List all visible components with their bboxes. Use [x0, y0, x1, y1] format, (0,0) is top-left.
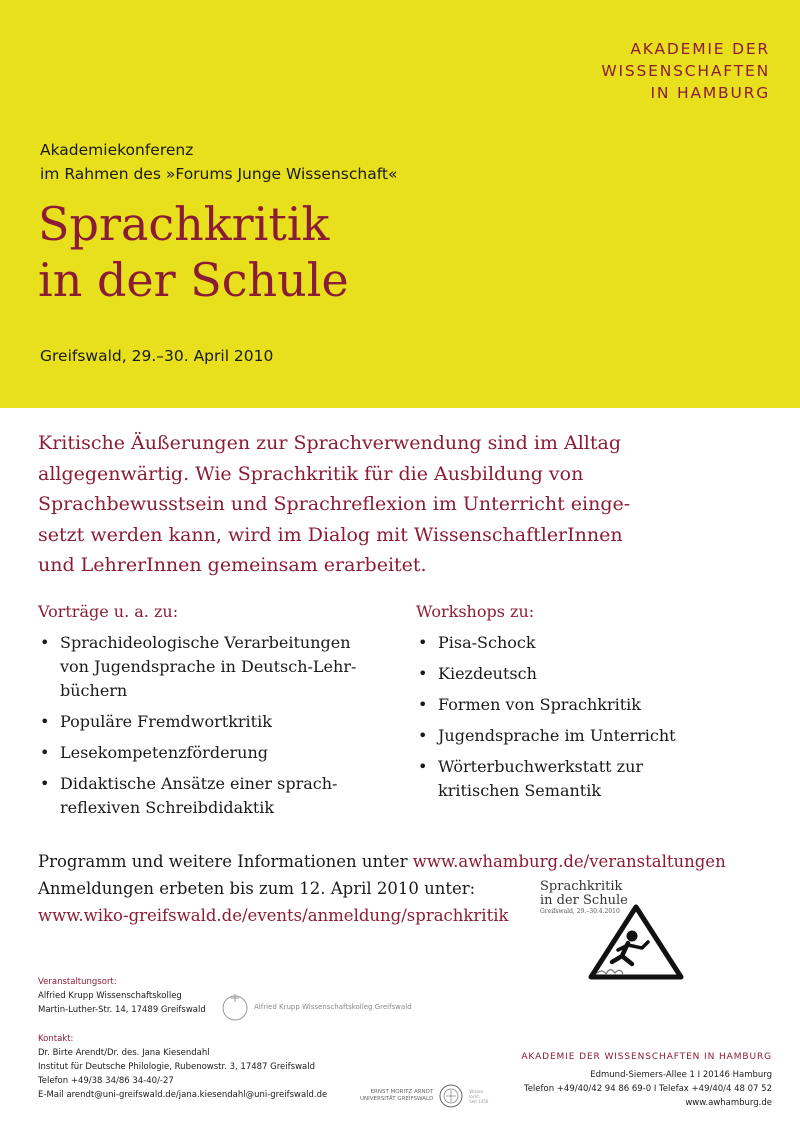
venue-line: Alfried Krupp Wissenschaftskolleg [38, 991, 182, 1001]
list-item-line: von Jugendsprache in Deutsch-Lehr- [60, 657, 357, 676]
krupp-emblem-icon [222, 992, 248, 1022]
footer-address: Edmund-Siemers-Allee 1 I 20146 Hamburg [590, 1070, 772, 1080]
intro-line: Sprachbewusstsein und Sprachreflexion im Unterricht einge- [38, 493, 631, 515]
program-link[interactable]: www.awhamburg.de/veranstaltungen [412, 852, 726, 871]
workshops-section [416, 600, 756, 810]
registration-text: Anmeldungen erbeten bis zum 12. April 2010 unter: [38, 879, 476, 898]
list-item [38, 772, 378, 820]
list-item-line: büchern [60, 681, 128, 700]
list-item-line: kritischen Semantik [438, 781, 602, 800]
intro-line: Kritische Äußerungen zur Sprachverwendung sind im Alltag [38, 432, 621, 454]
university-name-line: UNIVERSITÄT GREIFSWALD [360, 1096, 434, 1102]
list-item-line: • Pisa-Schock [438, 633, 536, 652]
list-item-line: • Sprachideologische Verarbeitungen [60, 633, 351, 652]
list-item-line: • Didaktische Ansätze einer sprach- [60, 774, 338, 793]
workshops-heading: Workshops zu: [416, 602, 535, 621]
list-item [416, 631, 756, 655]
footer-academy-name: AKADEMIE DER WISSENSCHAFTEN IN HAMBURG [521, 1052, 772, 1062]
event-logo-title-line: in der Schule [540, 893, 628, 908]
contact-label: Kontakt: [38, 1034, 74, 1044]
contact-email[interactable]: E-Mail arendt@uni-greifswald.de/jana.kiesendahl@uni-greifswald.de [38, 1090, 328, 1100]
list-item [38, 741, 378, 765]
list-item-line: • Populäre Fremdwortkritik [60, 712, 272, 731]
header-banner [0, 0, 800, 408]
academy-name-line: AKADEMIE DER [630, 40, 770, 58]
footer-phone-fax: Telefon +49/40/42 94 86 69-0 I Telefax +49/40/4 48 07 52 [523, 1084, 772, 1094]
list-item-line: • Formen von Sprachkritik [438, 695, 641, 714]
list-item-line: • Kiezdeutsch [438, 664, 537, 683]
academy-name-line: WISSENSCHAFTEN [601, 62, 770, 80]
list-item [416, 662, 756, 686]
list-item-line: • Lesekompetenzförderung [60, 743, 269, 762]
intro-line: allgegenwärtig. Wie Sprachkritik für die Ausbildung von [38, 462, 584, 485]
talks-section [38, 600, 378, 827]
workshops-list [416, 631, 756, 803]
academy-name-line: IN HAMBURG [650, 84, 770, 102]
intro-paragraph [38, 428, 778, 581]
list-item [416, 724, 756, 748]
footer-academy [521, 1050, 772, 1110]
venue-label: Veranstaltungsort: [38, 977, 117, 987]
list-item [38, 631, 378, 703]
list-item [416, 755, 756, 803]
university-tagline-line: lockt. [469, 1093, 481, 1099]
university-tagline-line: Seit 1456 [469, 1098, 489, 1104]
contact-line: Dr. Birte Arendt/Dr. des. Jana Kiesendahl [38, 1048, 210, 1058]
list-item-line: • Wörterbuchwerkstatt zur [438, 757, 644, 776]
intro-line: und LehrerInnen gemeinsam erarbeitet. [38, 554, 427, 576]
program-line [38, 848, 726, 875]
list-item [416, 693, 756, 717]
list-item-line: reflexiven Schreibdidaktik [60, 798, 275, 817]
program-text: Programm und weitere Informationen unter [38, 852, 408, 871]
university-tagline-line: Wissen [469, 1088, 484, 1094]
event-logo-title-line: Sprachkritik [540, 879, 623, 894]
krupp-logo [222, 992, 412, 1022]
warning-sign-icon [588, 904, 684, 980]
intro-line: setzt werden kann, wird im Dialog mit WissenschaftlerInnen [38, 523, 623, 546]
list-item-line: • Jugendsprache im Unterricht [438, 726, 676, 745]
subtitle-line: im Rahmen des »Forums Junge Wissenschaft« [40, 165, 398, 183]
university-logo [360, 1084, 488, 1108]
event-logo [540, 880, 690, 980]
university-name [360, 1089, 433, 1103]
university-seal-icon [439, 1084, 463, 1108]
krupp-logo-text: Alfried Krupp Wissenschaftskolleg Greifswald [254, 1003, 412, 1011]
list-item [38, 710, 378, 734]
contact-block [38, 1032, 327, 1102]
university-name-line: ERNST MORITZ ARNDT [370, 1089, 434, 1095]
footer-website[interactable]: www.awhamburg.de [685, 1098, 772, 1108]
venue-line: Martin-Luther-Str. 14, 17489 Greifswald [38, 1005, 206, 1015]
conference-subtitle [40, 138, 397, 186]
academy-name [601, 38, 770, 104]
page-title [38, 196, 349, 308]
venue-block [38, 975, 206, 1017]
talks-heading: Vorträge u. a. zu: [38, 602, 179, 621]
title-line: Sprachkritik [38, 197, 330, 251]
contact-line: Institut für Deutsche Philologie, Rubenowstr. 3, 17487 Greifswald [38, 1062, 315, 1072]
title-line: in der Schule [38, 253, 349, 307]
university-tagline [469, 1089, 488, 1104]
event-logo-date: Greifswald, 29.–30.4.2010 [540, 908, 620, 915]
talks-list [38, 631, 378, 820]
event-date: Greifswald, 29.–30. April 2010 [40, 347, 274, 365]
contact-line: Telefon +49/38 34/86 34-40/-27 [38, 1076, 174, 1086]
subtitle-line: Akademiekonferenz [40, 141, 194, 159]
registration-link[interactable]: www.wiko-greifswald.de/events/anmeldung/sprachkritik [38, 906, 509, 925]
